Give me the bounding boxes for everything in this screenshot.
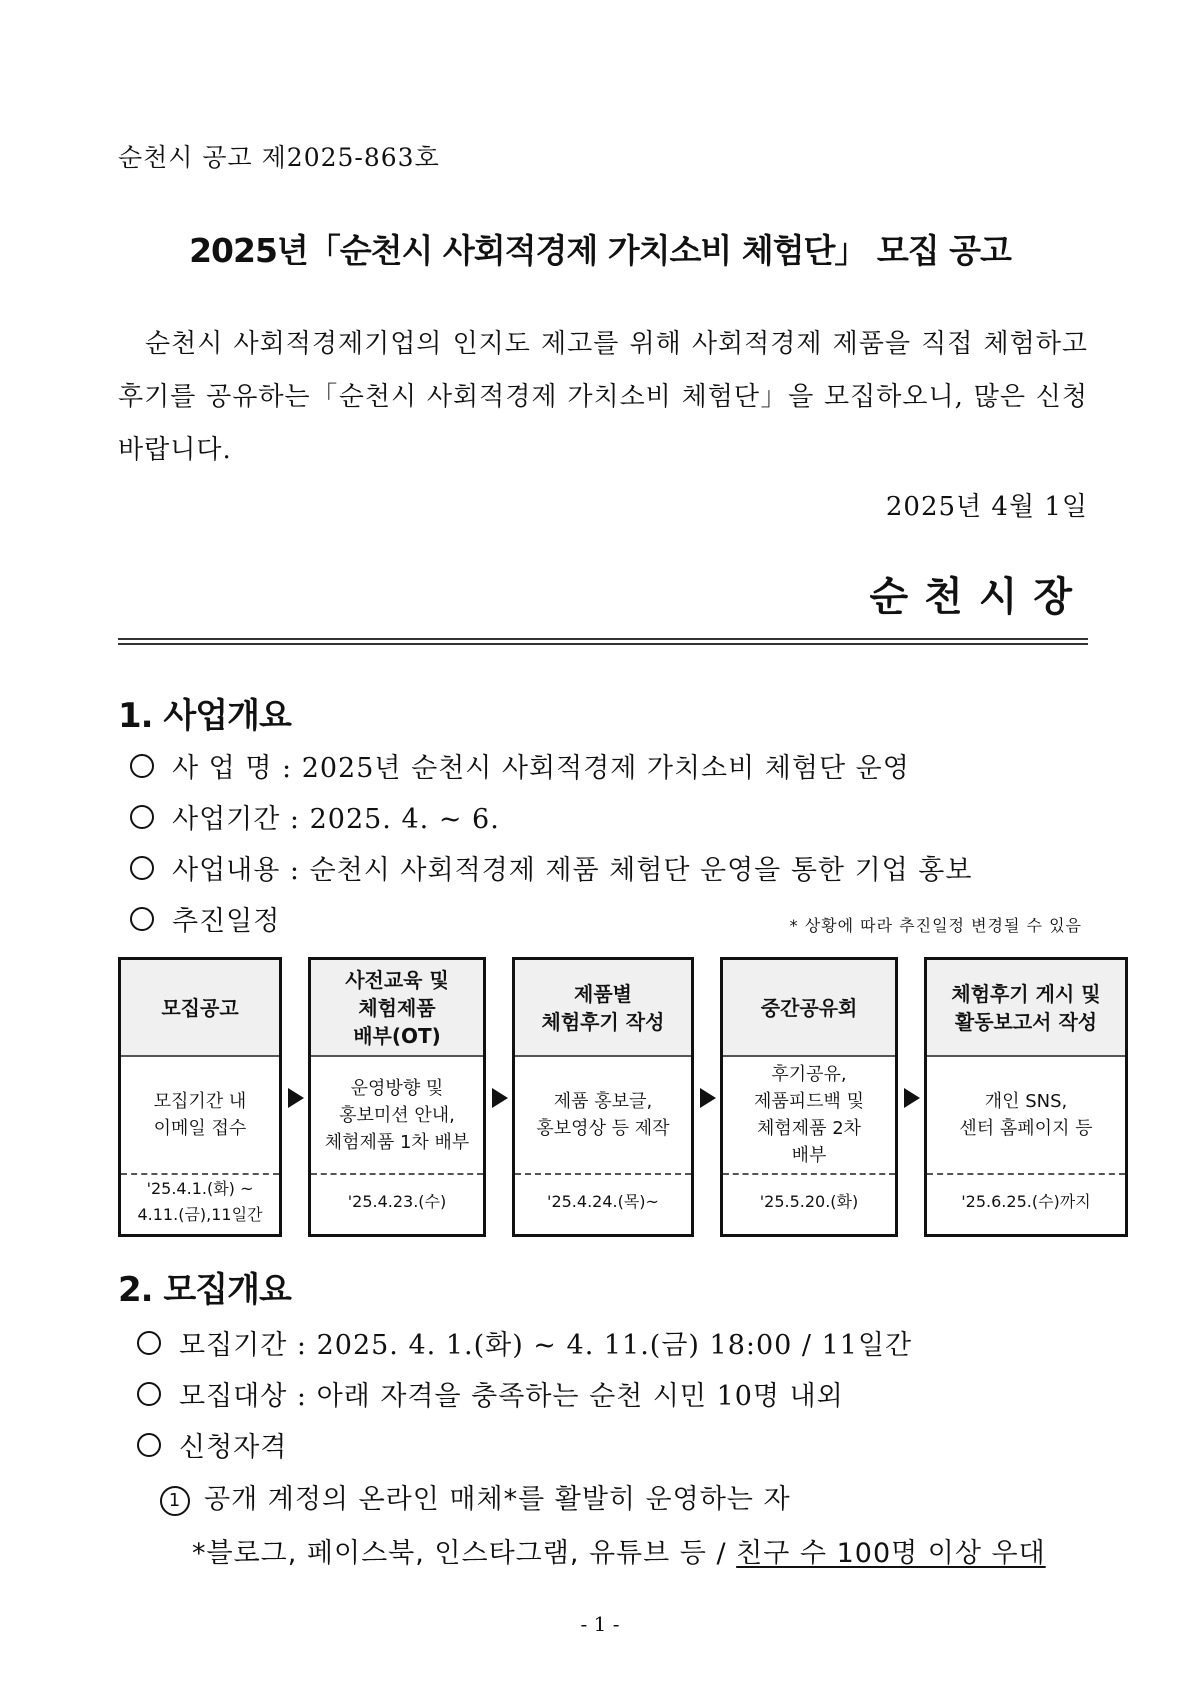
step-date: '25.5.20.(화) <box>759 1192 859 1211</box>
step-title: 모집공고 <box>121 960 279 1057</box>
arrow-right-icon <box>904 1088 920 1108</box>
step-description: 개인 SNS, 센터 홈페이지 등 <box>927 1057 1125 1175</box>
overview-item-content: 사업내용 : 순천시 사회적경제 제품 체험단 운영을 통한 기업 홍보 <box>130 848 972 887</box>
circle-bullet-icon <box>137 1331 161 1355</box>
step-description: 후기공유, 제품피드백 및 체험제품 2차 배부 <box>723 1057 895 1175</box>
step-title: 제품별 체험후기 작성 <box>515 960 691 1057</box>
notice-number: 순천시 공고 제2025-863호 <box>118 143 440 172</box>
notice-date: 2025년 4월 1일 <box>885 492 1088 522</box>
schedule-step <box>512 957 694 1237</box>
overview-item-schedule: 추진일정 <box>130 899 280 938</box>
arrow-right-icon <box>492 1088 508 1108</box>
step-date: '25.4.1.(화) ~ 4.11.(금),11일간 <box>137 1179 263 1224</box>
step-title: 사전교육 및 체험제품 배부(OT) <box>311 960 483 1057</box>
page-title: 2025년「순천시 사회적경제 가치소비 체험단」 모집 공고 <box>189 231 1011 270</box>
arrow-right-icon <box>700 1088 716 1108</box>
recruit-item-qualification: 신청자격 <box>137 1425 287 1464</box>
recruit-item-target: 모집대상 : 아래 자격을 충족하는 순천 시민 10명 내외 <box>137 1374 844 1413</box>
schedule-step <box>720 957 898 1237</box>
arrow-right-icon <box>288 1088 304 1108</box>
overview-item-period: 사업기간 : 2025. 4. ~ 6. <box>130 797 500 836</box>
page-number: - 1 - <box>580 1612 620 1636</box>
step-description: 모집기간 내 이메일 접수 <box>121 1057 279 1175</box>
double-separator <box>118 638 1088 645</box>
schedule-step <box>118 957 282 1237</box>
recruit-item-period: 모집기간 : 2025. 4. 1.(화) ~ 4. 11.(금) 18:00 / 11일간 <box>137 1323 912 1362</box>
intro-paragraph: 순천시 사회적경제기업의 인지도 제고를 위해 사회적경제 제품을 직접 체험하고 후기를 공유하는「순천시 사회적경제 가치소비 체험단」을 모집하오니, 많은 신청 바랍니다. <box>118 329 1088 465</box>
schedule-note: * 상황에 따라 추진일정 변경될 수 있음 <box>789 916 1082 935</box>
qualification-note: *블로그, 페이스북, 인스타그램, 유튜브 등 / 친구 수 100명 이상 우대 <box>192 1538 1046 1569</box>
step-date: '25.4.24.(목)~ <box>547 1192 659 1211</box>
step-description: 제품 홍보글, 홍보영상 등 제작 <box>515 1057 691 1175</box>
signer: 순천시장 <box>869 574 1088 620</box>
schedule-step <box>308 957 486 1237</box>
step-title: 체험후기 게시 및 활동보고서 작성 <box>927 960 1125 1057</box>
step-date: '25.4.23.(수) <box>347 1192 447 1211</box>
step-date: '25.6.25.(수)까지 <box>961 1192 1091 1211</box>
step-description: 운영방향 및 홍보미션 안내, 체험제품 1차 배부 <box>311 1057 483 1175</box>
qualification-item: 1 공개 계정의 온라인 매체*를 활발히 운영하는 자 <box>160 1477 791 1516</box>
schedule-step <box>924 957 1128 1237</box>
circled-number: 1 <box>160 1486 190 1516</box>
qualification-preference: 친구 수 100명 이상 우대 <box>736 1538 1046 1569</box>
circle-bullet-icon <box>130 907 154 931</box>
circle-bullet-icon <box>130 754 154 778</box>
circle-bullet-icon <box>137 1382 161 1406</box>
circle-bullet-icon <box>137 1433 161 1457</box>
circle-bullet-icon <box>130 805 154 829</box>
circle-bullet-icon <box>130 856 154 880</box>
overview-item-name: 사 업 명 : 2025년 순천시 사회적경제 가치소비 체험단 운영 <box>130 746 910 785</box>
step-title: 중간공유회 <box>723 960 895 1057</box>
section1-heading: 1. 사업개요 <box>118 696 291 736</box>
section2-heading: 2. 모집개요 <box>118 1270 291 1310</box>
